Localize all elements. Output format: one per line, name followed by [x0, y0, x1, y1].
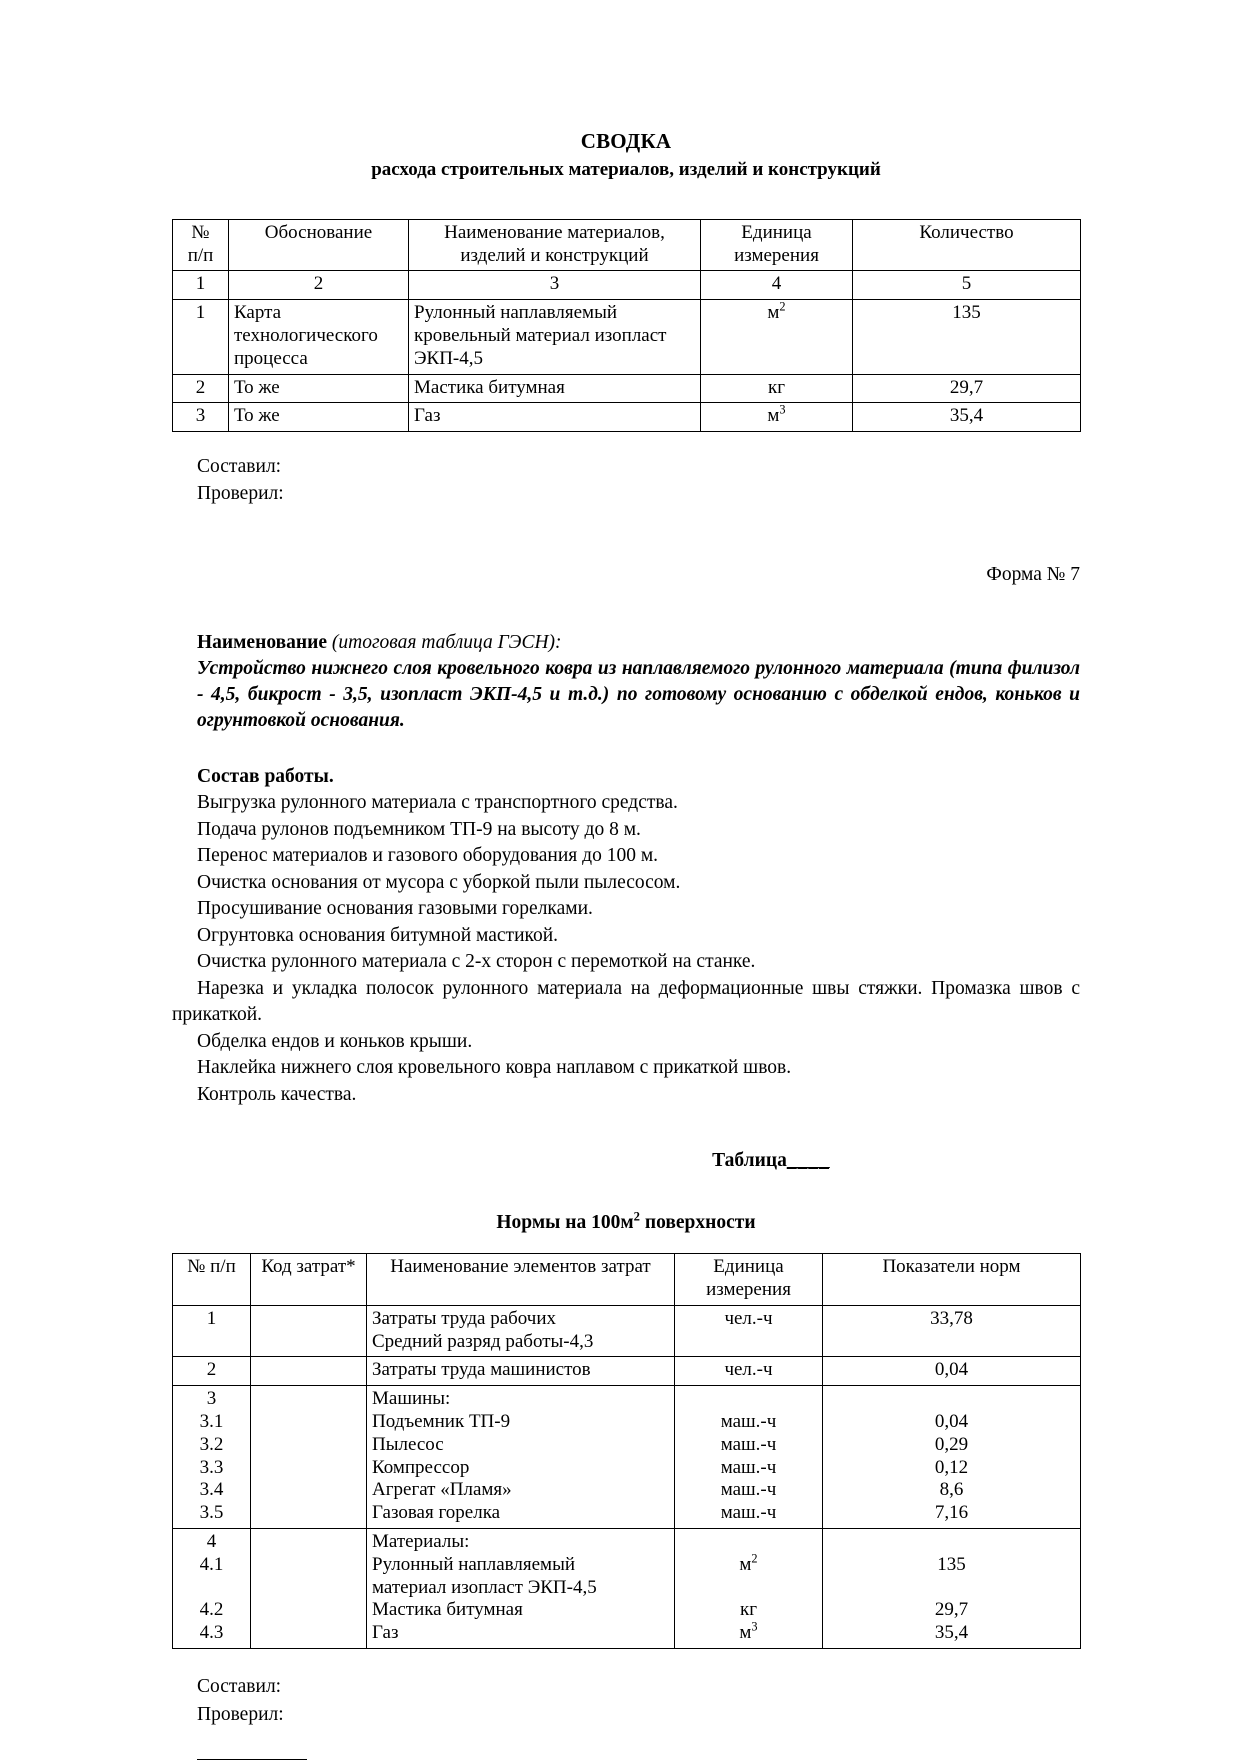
colnum-1: 1 [173, 271, 229, 300]
checked-by-label: Проверил: [197, 483, 284, 505]
cell-cost-code [251, 1305, 367, 1357]
table-row [173, 300, 1081, 374]
th-quantity [853, 219, 1081, 271]
signatures-bottom [172, 1673, 1080, 1729]
list-item: Очистка рулонного материала с 2-х сторон с перемоткой на станке. [197, 951, 756, 973]
table-caption-text: Таблица [712, 1150, 787, 1172]
subrow-name: Газовая горелка [372, 1502, 501, 1524]
cell-number-group [173, 1386, 251, 1529]
th-number: № п/п [173, 1254, 251, 1306]
subrow-unit [680, 1599, 817, 1622]
subrow-name: Агрегат «Пламя» [372, 1479, 512, 1501]
compiled-by-label: Составил: [197, 1675, 282, 1697]
group-number: 4 [206, 1531, 217, 1552]
th-number-line1: № [191, 221, 210, 243]
form-number: Форма № 7 [986, 563, 1080, 585]
th-unit-line2: измерения [734, 244, 819, 266]
cell-element-name [367, 1305, 675, 1357]
table-row [173, 1357, 1081, 1386]
table-caption-label [172, 1150, 1080, 1172]
list-item: Наклейка нижнего слоя кровельного ковра наплавом с прикаткой швов. [197, 1057, 792, 1079]
cell-basis [229, 300, 409, 374]
subrow-name: Газ [372, 1622, 399, 1644]
cell-number: 1 [173, 1305, 251, 1357]
group-number: 3 [206, 1388, 217, 1410]
cell-name-line: Затраты труда рабочих [372, 1307, 557, 1329]
compiled-by-label: Составил: [197, 456, 282, 478]
th-unit [675, 1254, 823, 1306]
cell-element-name: Затраты труда машинистов [367, 1357, 675, 1386]
table-header-row [173, 219, 1081, 271]
table-row [173, 403, 1081, 432]
norms-table [172, 1253, 1081, 1649]
cell-material-name: Газ [409, 403, 701, 432]
cell-unit [701, 374, 853, 403]
cell-cost-code [251, 1357, 367, 1386]
list-item: Перенос материалов и газового оборудования до 100 м. [197, 845, 659, 867]
colnum-3: 3 [409, 271, 701, 300]
cell-basis: То же [229, 403, 409, 432]
subrow-value: 8,6 [939, 1479, 964, 1501]
colnum-5: 5 [853, 271, 1081, 300]
subrow-value: 0,29 [934, 1433, 969, 1455]
th-unit-line1: Единица [741, 221, 812, 243]
list-item: Подача рулонов подъемником ТП-9 на высоту до 8 м. [197, 818, 641, 840]
spacer-line [680, 1577, 817, 1600]
table-column-number-row [173, 271, 1081, 300]
norms-heading [172, 1209, 1080, 1234]
page-title: СВОДКА [580, 129, 672, 153]
group-unit-blank [680, 1531, 817, 1554]
subrow-unit [680, 1551, 817, 1577]
cell-value-group [823, 1386, 1081, 1529]
cell-unit: чел.-ч [675, 1305, 823, 1357]
th-norm-values: Показатели норм [823, 1254, 1081, 1306]
subrow-value: 29,7 [934, 1599, 969, 1621]
cell-value: 0,04 [823, 1357, 1081, 1386]
list-item: Нарезка и укладка полосок рулонного материала на деформационные швы стяжки. Промазка швов с прикаткой. [172, 977, 1080, 1026]
cell-unit [701, 403, 853, 432]
cell-number-group [173, 1529, 251, 1649]
th-cost-code: Код затрат* [251, 1254, 367, 1306]
subrow-name: Пылесос [372, 1433, 444, 1455]
subrow-number: 3.5 [199, 1502, 224, 1524]
naimenovanie-label: Наименование [197, 631, 327, 653]
naimenovanie-parenthetical: (итоговая таблица ГЭСН): [327, 631, 562, 653]
th-unit-line1: Единица [713, 1256, 784, 1278]
cell-quantity: 135 [853, 300, 1081, 374]
list-item: Очистка основания от мусора с уборкой пыли пылесосом. [197, 871, 681, 893]
cell-value-group [823, 1529, 1081, 1649]
subrow-unit-sup: 2 [751, 1551, 758, 1566]
subrow-unit: маш.-ч [720, 1502, 777, 1524]
subrow-name: материал изопласт ЭКП-4,5 [372, 1576, 597, 1598]
subrow-number: 4.1 [199, 1553, 224, 1575]
table-header-row [173, 1254, 1081, 1306]
group-label: Материалы: [372, 1531, 470, 1552]
subrow-unit-base: м [739, 1553, 752, 1575]
work-composition-title: Состав работы. [197, 765, 334, 787]
table-caption-blank: ____ [786, 1150, 830, 1172]
naimenovanie-block [172, 630, 1080, 734]
subrow-unit-base: кг [739, 1599, 758, 1621]
th-basis [229, 219, 409, 271]
cell-name-line: Средний разряд работы-4,3 [372, 1330, 594, 1352]
subrow-name: Мастика битумная [372, 1599, 523, 1621]
subrow-value: 0,12 [934, 1456, 969, 1478]
th-material-name [409, 219, 701, 271]
cell-quantity: 35,4 [853, 403, 1081, 432]
list-item: Просушивание основания газовыми горелками. [197, 898, 593, 920]
subrow-number: 3.4 [199, 1479, 224, 1501]
subrow-number: 4.2 [199, 1599, 224, 1621]
cell-number: 2 [173, 374, 229, 403]
table-row [173, 1305, 1081, 1357]
list-item: Огрунтовка основания битумной мастикой. [197, 924, 559, 946]
subrow-unit: маш.-ч [720, 1479, 777, 1501]
spacer-line [178, 1577, 245, 1600]
subrow-name: Рулонный наплавляемый [372, 1553, 575, 1575]
cell-unit: чел.-ч [675, 1357, 823, 1386]
subrow-number: 3.3 [199, 1456, 224, 1478]
spacer-line [828, 1577, 1075, 1600]
cell-unit-group [675, 1386, 823, 1529]
naimenovanie-body: Устройство нижнего слоя кровельного ковра из наплавляемого рулонного материала (типа филизол - 4,5, бикрост - 3,5, изопласт ЭКП-4,5 и т.д.) по готовому основанию с обделкой ендов, коньков и огрунтовкой основания. [197, 658, 1080, 731]
subrow-value: 0,04 [934, 1411, 969, 1433]
group-unit-blank [680, 1388, 817, 1411]
th-material-name-line2: изделий и конструкций [460, 244, 649, 266]
summary-table-wrapper [172, 219, 1080, 432]
subrow-unit: маш.-ч [720, 1433, 777, 1455]
subrow-unit: маш.-ч [720, 1411, 777, 1433]
group-value-blank [828, 1388, 1075, 1411]
subrow-number: 4.3 [199, 1622, 224, 1644]
norms-heading-suffix: поверхности [639, 1212, 756, 1234]
norms-heading-sup: 2 [633, 1209, 640, 1224]
summary-table [172, 219, 1081, 432]
subrow-value: 35,4 [934, 1622, 969, 1644]
cell-material-name: Мастика битумная [409, 374, 701, 403]
cell-material-name [409, 300, 701, 374]
cell-basis-line: Карта [234, 302, 282, 324]
subrow-name: Подъемник ТП-9 [372, 1411, 511, 1433]
cell-name-line: ЭКП-4,5 [414, 347, 484, 369]
group-label: Машины: [372, 1388, 451, 1410]
subrow-unit [680, 1619, 817, 1645]
th-material-name-line1: Наименование материалов, [444, 221, 665, 243]
norms-heading-prefix: Нормы на 100м [496, 1212, 634, 1234]
cell-unit [701, 300, 853, 374]
cell-unit-sup: 3 [779, 403, 786, 418]
cell-number: 2 [173, 1357, 251, 1386]
document-content [172, 128, 1080, 1760]
list-item: Выгрузка рулонного материала с транспортного средства. [197, 792, 678, 814]
th-unit [701, 219, 853, 271]
cell-basis-line: технологического [234, 324, 378, 346]
list-item: Контроль качества. [197, 1083, 357, 1105]
cell-cost-code [251, 1386, 367, 1529]
list-item: Обделка ендов и коньков крыши. [197, 1030, 473, 1052]
table-group-row-materials [173, 1529, 1081, 1649]
cell-value: 33,78 [823, 1305, 1081, 1357]
cell-basis: То же [229, 374, 409, 403]
page-subtitle: расхода строительных материалов, изделий и конструкций [371, 158, 881, 180]
subrow-value: 7,16 [934, 1502, 969, 1524]
cell-number: 3 [173, 403, 229, 432]
cell-name-line: кровельный материал изопласт [414, 324, 667, 346]
subrow-number: 3.2 [199, 1433, 224, 1455]
subrow-unit: маш.-ч [720, 1456, 777, 1478]
cell-element-name-group [367, 1386, 675, 1529]
th-basis-line1: Обоснование [264, 221, 373, 243]
signatures-top [172, 454, 1080, 508]
th-number-line2: п/п [187, 244, 214, 266]
th-element-name: Наименование элементов затрат [367, 1254, 675, 1306]
cell-unit-base: м [767, 405, 780, 427]
th-number [173, 219, 229, 271]
table-row [173, 374, 1081, 403]
cell-element-name-group [367, 1529, 675, 1649]
subrow-number: 3.1 [199, 1411, 224, 1433]
cell-unit-group [675, 1529, 823, 1649]
table-group-row-machines [173, 1386, 1081, 1529]
naimenovanie-heading [197, 630, 1080, 655]
subrow-name: Компрессор [372, 1456, 470, 1478]
cell-cost-code [251, 1529, 367, 1649]
subrow-unit-base: м [739, 1622, 752, 1644]
th-unit-line2: измерения [706, 1279, 791, 1301]
subrow-unit-sup: 3 [751, 1619, 758, 1634]
group-value-blank [828, 1531, 1075, 1554]
cell-quantity: 29,7 [853, 374, 1081, 403]
th-quantity-line1: Количество [919, 221, 1014, 243]
cell-number: 1 [173, 300, 229, 374]
cell-unit-sup: 2 [779, 299, 786, 314]
norms-table-wrapper [172, 1253, 1080, 1649]
checked-by-label: Проверил: [197, 1704, 284, 1726]
subrow-value: 135 [937, 1553, 966, 1575]
work-composition-block [172, 764, 1080, 1109]
cell-name-line: Рулонный наплавляемый [414, 302, 617, 324]
cell-basis-line: процесса [234, 347, 308, 369]
cell-unit-base: м [767, 302, 780, 324]
cell-unit-base: кг [767, 376, 786, 398]
colnum-2: 2 [229, 271, 409, 300]
colnum-4: 4 [701, 271, 853, 300]
